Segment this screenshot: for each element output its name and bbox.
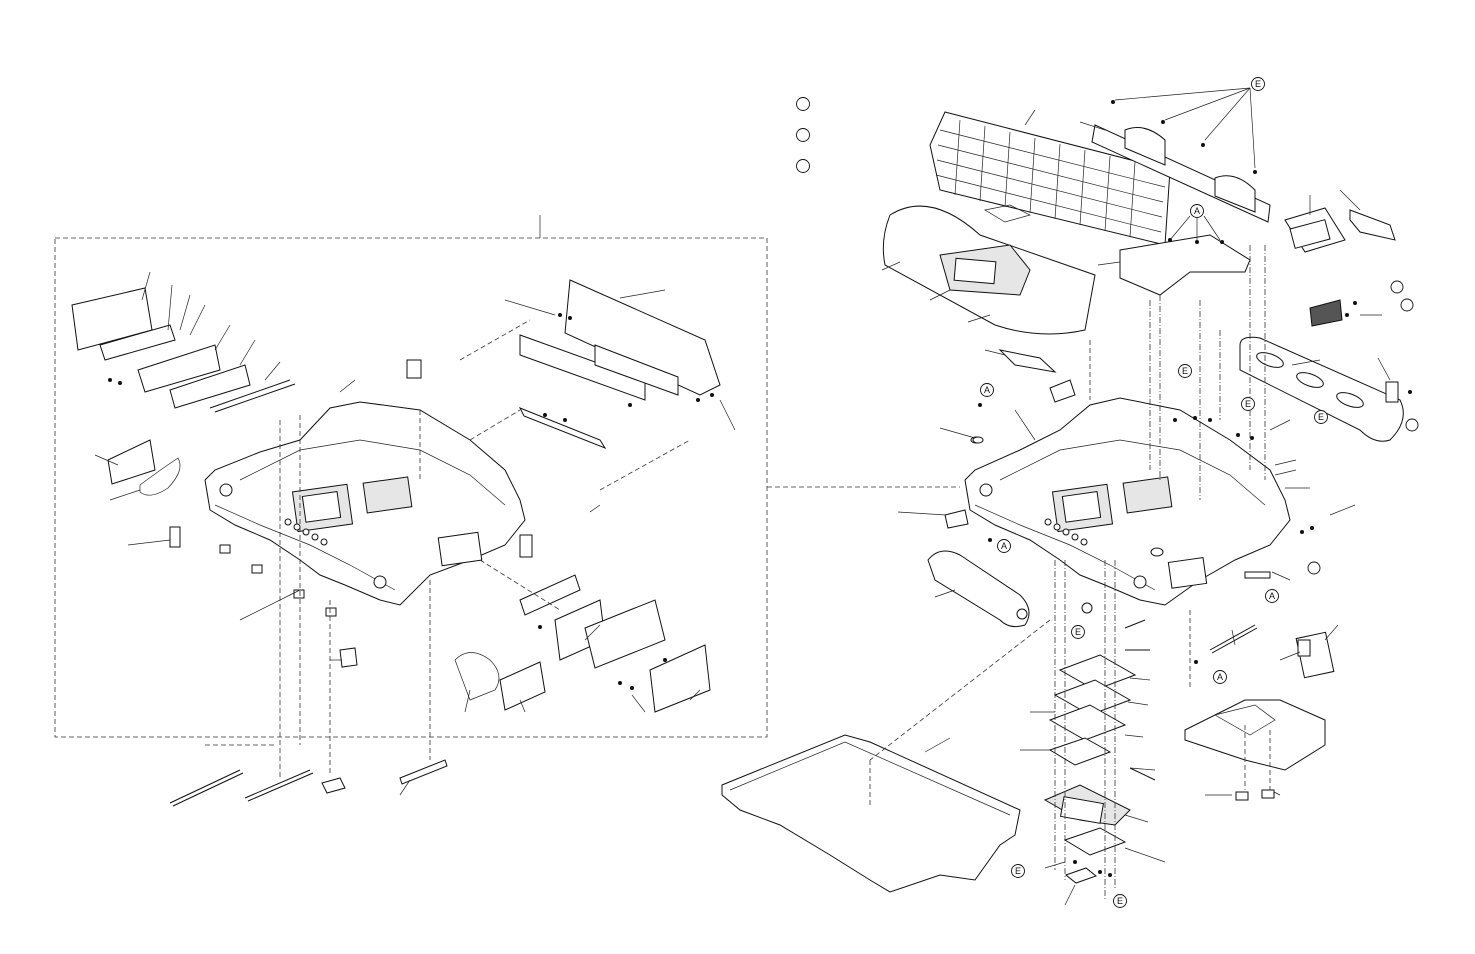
front-bumper bbox=[928, 551, 1029, 627]
left-rear-parts bbox=[407, 280, 720, 448]
svg-text:E: E bbox=[1317, 412, 1325, 422]
svg-text:E: E bbox=[1181, 366, 1189, 376]
bottom-rails bbox=[170, 760, 447, 806]
svg-text:A: A bbox=[1216, 672, 1224, 682]
lower-case-right bbox=[965, 398, 1290, 605]
svg-text:A: A bbox=[1268, 591, 1276, 601]
svg-text:A: A bbox=[983, 385, 991, 395]
svg-text:A: A bbox=[1000, 541, 1008, 551]
legend bbox=[797, 98, 810, 173]
marker-a-top: A bbox=[1193, 206, 1201, 216]
legend-marker-2 bbox=[797, 129, 810, 142]
bottom-cover bbox=[722, 735, 1020, 892]
palm-rest-cover bbox=[883, 206, 1095, 334]
right-assembly bbox=[722, 78, 1418, 908]
legend-marker-3 bbox=[797, 160, 810, 173]
svg-text:E: E bbox=[1116, 896, 1124, 906]
svg-text:E: E bbox=[1244, 399, 1252, 409]
legend-marker-1 bbox=[797, 98, 810, 111]
center-stack bbox=[1045, 620, 1155, 883]
svg-text:E: E bbox=[1014, 866, 1022, 876]
lower-case-left bbox=[205, 402, 525, 605]
svg-text:E: E bbox=[1074, 627, 1082, 637]
left-subassembly bbox=[55, 215, 960, 806]
right-side-parts bbox=[1240, 208, 1403, 441]
right-board bbox=[1185, 625, 1334, 800]
marker-e-label: E bbox=[1254, 79, 1262, 89]
